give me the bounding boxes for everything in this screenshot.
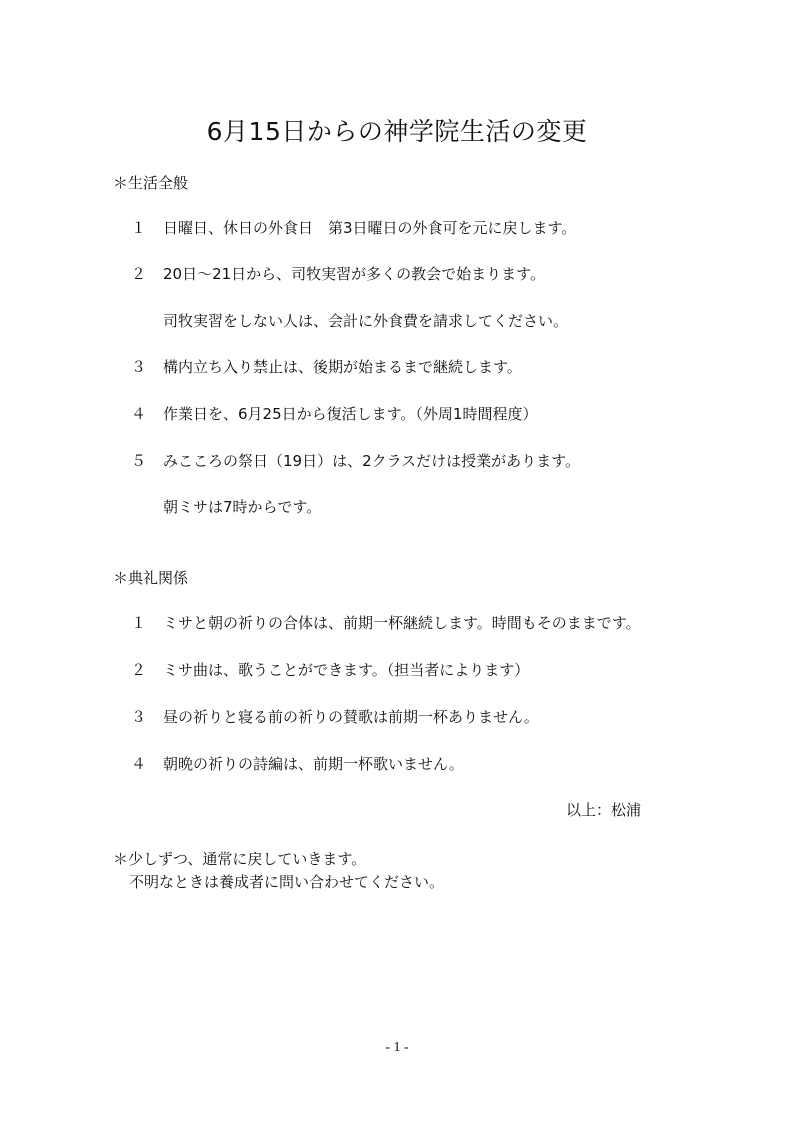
section-heading-liturgy: ＊典礼関係 xyxy=(113,569,189,587)
footnote-line: 不明なときは養成者に問い合わせてください。 xyxy=(129,873,445,891)
item-number: ２ xyxy=(131,265,147,283)
item-number: ４ xyxy=(131,755,147,773)
list-item xyxy=(131,613,641,633)
item-number: ２ xyxy=(131,661,147,679)
item-text: 朝晩の祈りの詩編は、前期一杯歌いません。 xyxy=(163,755,464,773)
item-text: 20日～21日から、司牧実習が多くの教会で始まります。 xyxy=(163,265,545,283)
item-text: 構内立ち入り禁止は、後期が始まるまで継続します。 xyxy=(163,358,522,376)
item-text: 作業日を、6月25日から復活します。（外周1時間程度） xyxy=(163,405,538,423)
item-number: １ xyxy=(131,614,147,632)
item-text: みこころの祭日（19日）は、2クラスだけは授業があります。 xyxy=(163,452,580,470)
item-number: ５ xyxy=(131,452,147,470)
list-item xyxy=(131,707,539,727)
item-number: ４ xyxy=(131,405,147,423)
list-item xyxy=(131,218,576,238)
item-continuation: 朝ミサは7時からです。 xyxy=(163,498,322,516)
page-number: - 1 - xyxy=(385,1040,409,1055)
footnote-line: ＊少しずつ、通常に戻していきます。 xyxy=(113,850,367,868)
list-item xyxy=(131,451,580,471)
list-item xyxy=(131,660,529,680)
list-item xyxy=(131,754,464,774)
list-item xyxy=(131,264,545,284)
item-continuation: 司牧実習をしない人は、会計に外食費を請求してください。 xyxy=(163,312,569,330)
item-text: 昼の祈りと寝る前の祈りの賛歌は前期一杯ありません。 xyxy=(163,708,539,726)
document-title: 6月15日からの神学院生活の変更 xyxy=(206,117,588,146)
item-number: １ xyxy=(131,219,147,237)
list-item xyxy=(131,357,522,377)
list-item xyxy=(131,404,537,424)
item-text: ミサ曲は、歌うことができます。（担当者によります） xyxy=(163,661,530,679)
item-number: ３ xyxy=(131,708,147,726)
item-text: 日曜日、休日の外食日 第3日曜日の外食可を元に戻します。 xyxy=(163,219,577,237)
item-text: ミサと朝の祈りの合体は、前期一杯継続します。時間もそのままです。 xyxy=(163,614,641,632)
footnote xyxy=(113,848,444,894)
item-number: ３ xyxy=(131,358,147,376)
signature: 以上：松浦 xyxy=(566,801,642,819)
section-heading-general: ＊生活全般 xyxy=(113,174,189,192)
